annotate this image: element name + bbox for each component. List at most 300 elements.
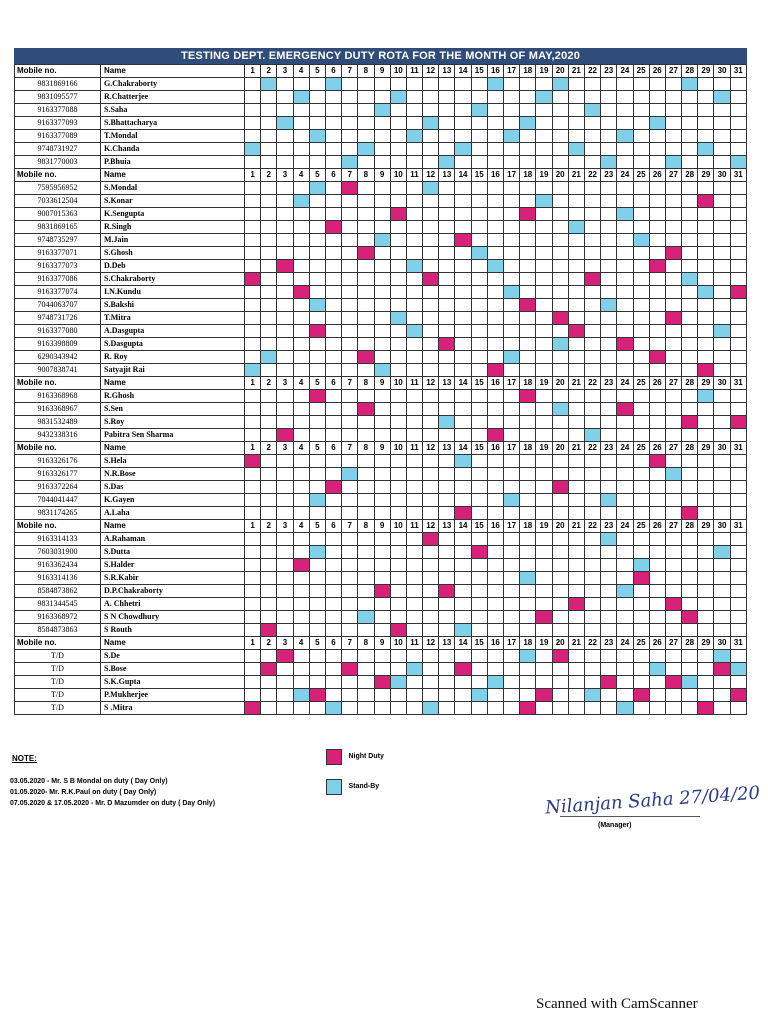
duty-cell bbox=[293, 234, 309, 247]
duty-cell bbox=[617, 156, 633, 169]
duty-cell bbox=[520, 546, 536, 559]
duty-cell bbox=[504, 572, 520, 585]
day-header: 13 bbox=[439, 65, 455, 78]
duty-cell bbox=[730, 247, 746, 260]
staff-row bbox=[15, 416, 747, 429]
duty-cell bbox=[682, 390, 698, 403]
duty-cell bbox=[439, 390, 455, 403]
duty-cell bbox=[665, 585, 681, 598]
name-cell: T.Mondal bbox=[101, 130, 245, 143]
day-header: 24 bbox=[617, 377, 633, 390]
duty-cell bbox=[309, 598, 325, 611]
day-header: 10 bbox=[390, 65, 406, 78]
duty-cell bbox=[261, 286, 277, 299]
duty-cell bbox=[536, 143, 552, 156]
day-header: 30 bbox=[714, 442, 730, 455]
duty-cell bbox=[520, 78, 536, 91]
day-header: 11 bbox=[406, 442, 422, 455]
duty-cell bbox=[552, 676, 568, 689]
duty-cell bbox=[342, 221, 358, 234]
duty-cell bbox=[439, 247, 455, 260]
duty-cell bbox=[390, 117, 406, 130]
duty-cell bbox=[633, 598, 649, 611]
duty-cell bbox=[390, 663, 406, 676]
duty-cell bbox=[439, 611, 455, 624]
duty-cell bbox=[374, 195, 390, 208]
duty-cell bbox=[568, 351, 584, 364]
duty-cell bbox=[342, 702, 358, 715]
duty-cell bbox=[471, 481, 487, 494]
name-cell: S.Konar bbox=[101, 195, 245, 208]
duty-cell bbox=[245, 663, 261, 676]
duty-cell bbox=[390, 559, 406, 572]
day-header: 24 bbox=[617, 520, 633, 533]
duty-cell bbox=[325, 676, 341, 689]
name-cell: R.Chatterjee bbox=[101, 91, 245, 104]
duty-cell bbox=[665, 663, 681, 676]
name-cell: R.Ghosh bbox=[101, 390, 245, 403]
duty-cell-standby bbox=[471, 247, 487, 260]
duty-cell bbox=[471, 351, 487, 364]
day-header: 5 bbox=[309, 169, 325, 182]
mobile-header: Mobile no. bbox=[15, 520, 101, 533]
duty-cell bbox=[390, 130, 406, 143]
duty-cell-standby bbox=[520, 650, 536, 663]
section-header-row bbox=[15, 377, 747, 390]
duty-cell bbox=[245, 156, 261, 169]
day-header: 30 bbox=[714, 377, 730, 390]
duty-cell bbox=[455, 494, 471, 507]
staff-row bbox=[15, 481, 747, 494]
duty-cell bbox=[293, 104, 309, 117]
duty-cell bbox=[649, 416, 665, 429]
duty-cell bbox=[471, 221, 487, 234]
mobile-header: Mobile no. bbox=[15, 65, 101, 78]
duty-cell bbox=[536, 468, 552, 481]
duty-cell bbox=[584, 117, 600, 130]
duty-cell bbox=[698, 559, 714, 572]
day-header: 17 bbox=[504, 377, 520, 390]
duty-cell bbox=[714, 676, 730, 689]
duty-cell bbox=[293, 351, 309, 364]
duty-cell bbox=[487, 598, 503, 611]
duty-cell bbox=[325, 130, 341, 143]
duty-cell-standby bbox=[504, 351, 520, 364]
mobile-cell: 7603031900 bbox=[15, 546, 101, 559]
duty-cell bbox=[730, 130, 746, 143]
duty-cell bbox=[277, 416, 293, 429]
duty-cell bbox=[374, 221, 390, 234]
duty-cell bbox=[536, 585, 552, 598]
name-cell: S .Mitra bbox=[101, 702, 245, 715]
mobile-cell: T/D bbox=[15, 676, 101, 689]
name-cell: S.Chakraborty bbox=[101, 273, 245, 286]
duty-cell bbox=[406, 572, 422, 585]
duty-cell-night bbox=[682, 611, 698, 624]
duty-cell bbox=[277, 338, 293, 351]
duty-cell bbox=[261, 299, 277, 312]
duty-cell bbox=[584, 91, 600, 104]
duty-cell bbox=[455, 325, 471, 338]
note-item: 07.05.2020 & 17.05.2020 - Mr. D Mazumder on duty ( Day Only) bbox=[10, 800, 216, 807]
duty-cell-standby bbox=[455, 455, 471, 468]
day-header: 29 bbox=[698, 520, 714, 533]
duty-cell bbox=[406, 182, 422, 195]
duty-cell bbox=[568, 104, 584, 117]
duty-cell bbox=[568, 624, 584, 637]
duty-cell bbox=[584, 585, 600, 598]
duty-cell bbox=[682, 429, 698, 442]
duty-cell bbox=[601, 312, 617, 325]
duty-cell bbox=[504, 702, 520, 715]
duty-cell bbox=[439, 208, 455, 221]
staff-row bbox=[15, 117, 747, 130]
duty-cell bbox=[245, 221, 261, 234]
duty-cell bbox=[406, 338, 422, 351]
duty-cell bbox=[423, 312, 439, 325]
duty-cell bbox=[358, 91, 374, 104]
duty-cell bbox=[714, 156, 730, 169]
duty-cell bbox=[358, 221, 374, 234]
duty-cell bbox=[261, 312, 277, 325]
duty-cell bbox=[245, 611, 261, 624]
day-header: 12 bbox=[423, 169, 439, 182]
duty-cell-night bbox=[261, 663, 277, 676]
day-header: 26 bbox=[649, 442, 665, 455]
duty-cell bbox=[439, 663, 455, 676]
name-cell: S.Saha bbox=[101, 104, 245, 117]
duty-cell bbox=[342, 611, 358, 624]
duty-cell-standby bbox=[309, 546, 325, 559]
day-header: 5 bbox=[309, 637, 325, 650]
duty-cell bbox=[309, 650, 325, 663]
duty-cell bbox=[714, 338, 730, 351]
duty-cell bbox=[601, 351, 617, 364]
duty-cell-night bbox=[277, 650, 293, 663]
duty-cell bbox=[536, 234, 552, 247]
duty-cell bbox=[536, 663, 552, 676]
duty-cell bbox=[455, 260, 471, 273]
day-header: 7 bbox=[342, 442, 358, 455]
duty-cell bbox=[374, 468, 390, 481]
duty-cell bbox=[471, 325, 487, 338]
duty-cell bbox=[649, 559, 665, 572]
duty-cell bbox=[730, 702, 746, 715]
day-header: 6 bbox=[325, 442, 341, 455]
mobile-cell: 9831532489 bbox=[15, 416, 101, 429]
duty-cell bbox=[520, 91, 536, 104]
duty-cell bbox=[342, 533, 358, 546]
duty-cell bbox=[568, 390, 584, 403]
day-header: 11 bbox=[406, 377, 422, 390]
duty-cell bbox=[390, 403, 406, 416]
duty-cell-night bbox=[487, 364, 503, 377]
duty-cell bbox=[487, 494, 503, 507]
duty-cell-night bbox=[358, 247, 374, 260]
duty-cell bbox=[584, 390, 600, 403]
duty-cell bbox=[261, 130, 277, 143]
duty-cell bbox=[633, 299, 649, 312]
duty-cell bbox=[536, 273, 552, 286]
duty-cell bbox=[617, 364, 633, 377]
duty-cell bbox=[698, 468, 714, 481]
day-header: 27 bbox=[665, 65, 681, 78]
day-header: 20 bbox=[552, 520, 568, 533]
duty-cell bbox=[698, 585, 714, 598]
duty-cell bbox=[633, 221, 649, 234]
day-header: 20 bbox=[552, 637, 568, 650]
day-header: 31 bbox=[730, 65, 746, 78]
day-header: 28 bbox=[682, 377, 698, 390]
duty-cell bbox=[390, 221, 406, 234]
duty-cell bbox=[471, 91, 487, 104]
duty-cell bbox=[584, 507, 600, 520]
day-header: 17 bbox=[504, 520, 520, 533]
duty-cell bbox=[374, 117, 390, 130]
duty-cell bbox=[423, 299, 439, 312]
duty-cell bbox=[358, 234, 374, 247]
duty-cell-standby bbox=[682, 273, 698, 286]
duty-cell bbox=[665, 416, 681, 429]
name-header: Name bbox=[101, 520, 245, 533]
duty-cell-night bbox=[342, 182, 358, 195]
duty-cell bbox=[730, 507, 746, 520]
duty-cell bbox=[358, 299, 374, 312]
duty-cell bbox=[682, 481, 698, 494]
duty-cell bbox=[390, 416, 406, 429]
duty-cell bbox=[698, 598, 714, 611]
duty-cell bbox=[568, 546, 584, 559]
duty-cell-standby bbox=[536, 91, 552, 104]
duty-cell bbox=[325, 494, 341, 507]
duty-cell bbox=[584, 234, 600, 247]
duty-cell bbox=[568, 286, 584, 299]
duty-cell bbox=[293, 650, 309, 663]
duty-cell bbox=[536, 351, 552, 364]
duty-cell bbox=[682, 208, 698, 221]
day-header: 29 bbox=[698, 442, 714, 455]
day-header: 25 bbox=[633, 637, 649, 650]
duty-cell bbox=[568, 416, 584, 429]
duty-cell bbox=[665, 403, 681, 416]
duty-cell bbox=[504, 611, 520, 624]
day-header: 8 bbox=[358, 169, 374, 182]
duty-cell bbox=[439, 507, 455, 520]
duty-cell bbox=[520, 455, 536, 468]
day-header: 11 bbox=[406, 637, 422, 650]
name-header: Name bbox=[101, 377, 245, 390]
mobile-cell: T/D bbox=[15, 689, 101, 702]
duty-cell-standby bbox=[601, 299, 617, 312]
duty-cell bbox=[520, 195, 536, 208]
duty-cell bbox=[536, 702, 552, 715]
duty-cell bbox=[277, 91, 293, 104]
duty-cell bbox=[584, 260, 600, 273]
duty-cell-night bbox=[309, 325, 325, 338]
duty-cell-night bbox=[455, 234, 471, 247]
duty-cell bbox=[698, 676, 714, 689]
duty-cell bbox=[439, 130, 455, 143]
duty-cell bbox=[617, 572, 633, 585]
duty-cell bbox=[504, 247, 520, 260]
duty-cell-standby bbox=[293, 195, 309, 208]
duty-cell bbox=[277, 182, 293, 195]
duty-cell bbox=[293, 338, 309, 351]
duty-cell bbox=[471, 559, 487, 572]
duty-cell bbox=[730, 429, 746, 442]
duty-cell bbox=[633, 195, 649, 208]
day-header: 24 bbox=[617, 442, 633, 455]
duty-cell bbox=[309, 585, 325, 598]
day-header: 5 bbox=[309, 377, 325, 390]
duty-cell bbox=[309, 91, 325, 104]
duty-cell bbox=[261, 403, 277, 416]
duty-cell bbox=[390, 572, 406, 585]
duty-cell bbox=[601, 390, 617, 403]
duty-cell bbox=[277, 221, 293, 234]
day-header: 12 bbox=[423, 637, 439, 650]
duty-cell bbox=[309, 273, 325, 286]
duty-cell bbox=[325, 234, 341, 247]
duty-cell-standby bbox=[293, 689, 309, 702]
duty-cell bbox=[536, 286, 552, 299]
duty-cell bbox=[536, 338, 552, 351]
duty-cell bbox=[455, 364, 471, 377]
duty-cell-night bbox=[325, 221, 341, 234]
duty-cell bbox=[390, 351, 406, 364]
name-cell: R. Roy bbox=[101, 351, 245, 364]
duty-cell bbox=[358, 559, 374, 572]
duty-cell bbox=[406, 429, 422, 442]
duty-cell bbox=[471, 533, 487, 546]
duty-cell bbox=[423, 364, 439, 377]
duty-cell bbox=[649, 650, 665, 663]
duty-cell bbox=[633, 494, 649, 507]
day-header: 9 bbox=[374, 520, 390, 533]
staff-row bbox=[15, 689, 747, 702]
duty-cell bbox=[568, 130, 584, 143]
duty-cell bbox=[277, 598, 293, 611]
duty-cell-standby bbox=[665, 468, 681, 481]
duty-cell bbox=[342, 390, 358, 403]
duty-cell bbox=[487, 689, 503, 702]
duty-cell bbox=[374, 429, 390, 442]
duty-cell bbox=[714, 260, 730, 273]
duty-cell bbox=[682, 338, 698, 351]
duty-cell bbox=[649, 702, 665, 715]
duty-cell bbox=[374, 689, 390, 702]
day-header: 20 bbox=[552, 377, 568, 390]
day-header: 21 bbox=[568, 442, 584, 455]
duty-cell bbox=[439, 143, 455, 156]
duty-cell-night bbox=[568, 325, 584, 338]
duty-cell bbox=[374, 455, 390, 468]
duty-cell bbox=[245, 91, 261, 104]
duty-cell bbox=[342, 260, 358, 273]
duty-cell-standby bbox=[325, 702, 341, 715]
duty-cell bbox=[245, 533, 261, 546]
day-header: 13 bbox=[439, 169, 455, 182]
duty-cell bbox=[536, 507, 552, 520]
duty-cell bbox=[714, 234, 730, 247]
duty-cell bbox=[552, 273, 568, 286]
mobile-header: Mobile no. bbox=[15, 637, 101, 650]
duty-cell bbox=[439, 312, 455, 325]
duty-cell-standby bbox=[730, 156, 746, 169]
duty-cell bbox=[682, 286, 698, 299]
duty-cell bbox=[617, 143, 633, 156]
duty-cell-standby bbox=[504, 494, 520, 507]
duty-cell bbox=[293, 429, 309, 442]
duty-cell bbox=[423, 585, 439, 598]
duty-cell bbox=[487, 663, 503, 676]
mobile-cell: 9163326176 bbox=[15, 455, 101, 468]
duty-cell bbox=[261, 338, 277, 351]
duty-cell bbox=[552, 325, 568, 338]
mobile-cell: 9163314133 bbox=[15, 533, 101, 546]
duty-cell bbox=[617, 598, 633, 611]
name-cell: Pabitra Sen Sharma bbox=[101, 429, 245, 442]
name-cell: S.Das bbox=[101, 481, 245, 494]
duty-cell-night bbox=[520, 702, 536, 715]
duty-cell bbox=[309, 260, 325, 273]
duty-cell bbox=[325, 650, 341, 663]
duty-cell-standby bbox=[309, 494, 325, 507]
day-header: 15 bbox=[471, 442, 487, 455]
duty-cell bbox=[601, 364, 617, 377]
duty-cell bbox=[665, 611, 681, 624]
duty-cell bbox=[536, 312, 552, 325]
duty-cell bbox=[601, 273, 617, 286]
duty-cell bbox=[568, 572, 584, 585]
duty-cell-standby bbox=[293, 91, 309, 104]
duty-cell-night bbox=[455, 507, 471, 520]
duty-cell bbox=[455, 286, 471, 299]
duty-cell bbox=[487, 104, 503, 117]
duty-cell bbox=[601, 559, 617, 572]
day-header: 10 bbox=[390, 637, 406, 650]
duty-cell-night bbox=[617, 338, 633, 351]
duty-cell bbox=[390, 260, 406, 273]
day-header: 14 bbox=[455, 637, 471, 650]
camscanner-footer: Scanned with CamScanner bbox=[536, 996, 698, 1012]
duty-cell-night bbox=[665, 312, 681, 325]
name-cell: A.Rahaman bbox=[101, 533, 245, 546]
duty-cell bbox=[504, 663, 520, 676]
duty-cell-standby bbox=[245, 143, 261, 156]
duty-cell-standby bbox=[309, 299, 325, 312]
duty-cell bbox=[455, 78, 471, 91]
mobile-cell: 9163326177 bbox=[15, 468, 101, 481]
duty-cell bbox=[682, 559, 698, 572]
duty-cell-standby bbox=[471, 689, 487, 702]
section-header-row bbox=[15, 442, 747, 455]
duty-cell bbox=[649, 247, 665, 260]
duty-cell bbox=[682, 195, 698, 208]
duty-cell bbox=[730, 182, 746, 195]
mobile-cell: 9007838741 bbox=[15, 364, 101, 377]
duty-cell bbox=[406, 104, 422, 117]
duty-cell bbox=[471, 299, 487, 312]
duty-cell bbox=[601, 247, 617, 260]
duty-cell bbox=[406, 481, 422, 494]
duty-cell bbox=[358, 702, 374, 715]
duty-cell bbox=[277, 481, 293, 494]
day-header: 13 bbox=[439, 377, 455, 390]
duty-cell bbox=[277, 403, 293, 416]
duty-cell bbox=[245, 260, 261, 273]
duty-cell bbox=[325, 325, 341, 338]
